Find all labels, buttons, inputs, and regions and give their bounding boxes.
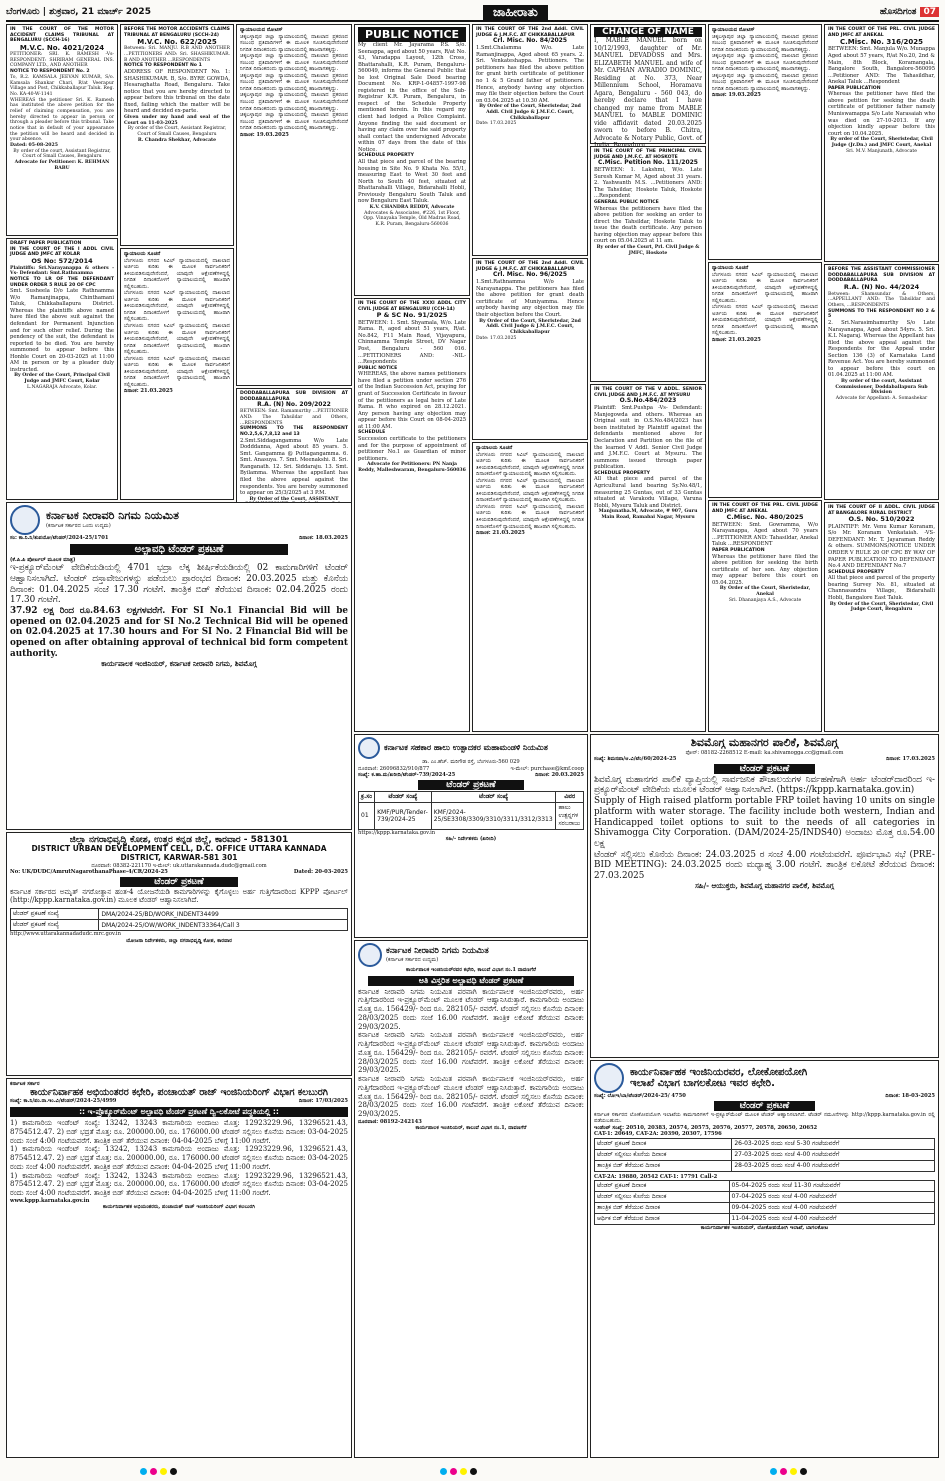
table-cell: DMA/2024-25/OW/WORK_INDENT33364/Call 3 bbox=[99, 920, 348, 931]
col-header: ವಿವರ bbox=[556, 791, 584, 802]
court-name: IN THE COURT OF THE PRINCIPAL CIVIL JUDGE AND J.M.F.C. AT HOSKOTE bbox=[594, 149, 702, 160]
tender-body: ಕರ್ನಾಟಕ ನೀರಾವರಿ ನಿಗಮ ನಿಯಮಿತ ಪರವಾಗಿ ಕಾರ್ಯಪಾಲಕ ಇಂಜಿನಿಯರ್‌ರವರು, ಅರ್ಹ ಗುತ್ತಿಗೆದಾರರಿಂದ ಇ-ಪ್ರಕ್ಯೂರ್‌ಮೆಂಟ್ ಮೂಲಕ ಟೆಂಡರ್ ಆಹ್ವಾನಿಸಿರುತ್ತಾರೆ. ಕಾಮಗಾರಿಯ ಅಂದಾಜು ಮೊತ್ತ ರೂ. 156429/- ರಿಂದ ರೂ. 282105/- ರವರೆಗೆ. ಟೆಂಡರ್ ಸಲ್ಲಿಸಲು ಕೊನೆಯ ದಿನಾಂಕ: 28/03/2025 ರಂದು ಸಂಜೆ 16.00 ಗಂಟೆವರೆಗೆ. ತಾಂತ್ರಿಕ ಲಕೋಟೆ ತೆರೆಯುವ ದಿನಾಂಕ: 29/03/2025. bbox=[358, 987, 584, 1031]
registration-mark-yellow bbox=[460, 1468, 467, 1475]
case-number: Crl. Misc. No. 96/2025 bbox=[492, 271, 568, 279]
court-name: IN THE COURT OF THE 2nd Addl. CIVIL JUDGE & J.M.F.C. AT CHIKKABALLAPUR bbox=[476, 27, 584, 38]
parties: PETITIONER: SRI. K. RAMESH -Vs- RESPONDENT: SHRIRAM GENERAL INS. COMPANY LTD., AND ANOTHER bbox=[10, 52, 114, 69]
govt-seal-icon bbox=[594, 1063, 624, 1093]
notice-date: Date: 17.03.2025 bbox=[476, 121, 517, 127]
notice-body: Smt. Susheela D/o Late Rathnamma W/o Ramanjinappa, Chinthamani Taluk, Chikkaballapura District. Whereas the plaintiffs above named have filed the above suit against the defendant for Permanent Injunction and for such other relief. During the pendency of the suit, the defendant is reported to be died. You are hereby summoned to appear before this Honble Court on 20-03-2025 at 11:00 AM in person or by a pleader duly instructed. bbox=[10, 288, 114, 373]
table-cell: ತಾಂತ್ರಿಕ ಬಿಡ್ ತೆರೆಯುವ ದಿನಾಂಕ bbox=[595, 1160, 732, 1171]
advocate: R. Chandra Shekhar, Advocate bbox=[137, 137, 217, 143]
notice-date: ದಿನಾಂಕ: 21.03.2025 bbox=[476, 530, 525, 537]
tender-ref: ಸಂಖ್ಯೆ: ಕಾ.ನಿ/ಪಂ.ರಾ.ಇಂ.ವಿ/ಟೆಂಡರ್/2024-25/4999 bbox=[10, 1098, 117, 1105]
notice-xxxi-addl bbox=[354, 298, 470, 732]
case-number: O.S.No.484/2023 bbox=[619, 397, 677, 405]
table-cell: 05-04-2025 ರಂದು ಸಂಜೆ 11-30 ಗಂಟೆಯವರೆಗೆ bbox=[729, 1181, 934, 1192]
org-phone: ದೂರವಾಣಿ: 26096832/910/877 bbox=[358, 765, 430, 772]
tender-title: :: ಇ-ಪ್ರೊಕ್ಯೂರ್‌ಮೆಂಟ್ ಅಲ್ಪಾವಧಿ ಟೆಂಡರ್ ಪ್ರಕಟಣೆ ದ್ವಿ-ಲಕೋಟೆ ಪದ್ಧತಿಯಲ್ಲಿ :: bbox=[10, 1107, 348, 1117]
schedule-body: All that piece and parcel of the Agricultural land bearing Sy.No.48/1, measuring 25 Guntas, out of 33 Guntas situated at Varakodu Village, Varuna Hobli, Mysuru Taluk and District. bbox=[594, 476, 702, 509]
notice-body: ಬೆಂಗಳೂರು ನಗರದ ಸಿವಿಲ್ ನ್ಯಾಯಾಲಯದಲ್ಲಿ ದಾಖಲಾದ ಅರ್ಜಿಯ ಕುರಿತು ಈ ಮೂಲಕ ಸಾರ್ವಜನಿಕರಿಗೆ ತಿಳಿಯಪಡಿಸುವುದೇನೆಂದರೆ, ಯಾವುದೇ ಆಕ್ಷೇಪಣೆಗಳಿದ್ದಲ್ಲಿ ನಿಗದಿತ ದಿನಾಂಕದೊಳಗೆ ನ್ಯಾಯಾಲಯದಲ್ಲಿ ಹಾಜರಾಗಿ ಸಲ್ಲಿಸಬಹುದು. bbox=[124, 257, 230, 290]
notice-draft-paper bbox=[6, 238, 118, 500]
tender-body: 1) ಕಾಮಗಾರಿಯ ಇಂಡೆಂಟ್ ಸಂಖ್ಯೆ: 13242, 13243 ಕಾಮಗಾರಿಯ ಅಂದಾಜು ಮೊತ್ತ: 12923229.96, 13296521.43, 8754512.47. 2) ಬಿಡ್ ಭದ್ರತೆ ಮೊತ್ತ: ರೂ. 200000.00, ರೂ. 176000.00 ಟೆಂಡರ್ ಸಲ್ಲಿಸಲು ಕೊನೆಯ ದಿನಾಂಕ: 03-04-2025 ರಂದು ಸಂಜೆ 4:00 ಗಂಟೆಯವರೆಗೆ. ತಾಂತ್ರಿಕ ಬಿಡ್ ತೆರೆಯುವ ದಿನಾಂಕ: 04-04-2025 ಬೆಳಿಗ್ಗೆ 11:00 ಗಂಟೆಗೆ. bbox=[10, 1119, 348, 1145]
parties: BETWEEN: 1. Lakshmi, W/o. Late Suresh Kumar M, Aged about 31 years. 2. Yashwanth M.S. ...Petitioners AND: The Tahsildar, Hoskote Taluk, Hoskote ...Respondent bbox=[594, 167, 702, 200]
tender-body-continued: ಕರ್ನಾಟಕ ನೀರಾವರಿ ನಿಗಮ ನಿಯಮಿತ ಪರವಾಗಿ ಕಾರ್ಯಪಾಲಕ ಇಂಜಿನಿಯರ್‌ರವರು, ಅರ್ಹ ಗುತ್ತಿಗೆದಾರರಿಂದ ಇ-ಪ್ರಕ್ಯೂರ್‌ಮೆಂಟ್ ಮೂಲಕ ಟೆಂಡರ್ ಆಹ್ವಾನಿಸಿರುತ್ತಾರೆ. ಕಾಮಗಾರಿಯ ಅಂದಾಜು ಮೊತ್ತ ರೂ. 156429/- ರಿಂದ ರೂ. 282105/- ರವರೆಗೆ. ಟೆಂಡರ್ ಸಲ್ಲಿಸಲು ಕೊನೆಯ ದಿನಾಂಕ: 28/03/2025 ರಂದು ಸಂಜೆ 16.00 ಗಂಟೆವರೆಗೆ. ತಾಂತ್ರಿಕ ಲಕೋಟೆ ತೆರೆಯುವ ದಿನಾಂಕ: 29/03/2025. bbox=[358, 1031, 584, 1075]
court-name: IN THE COURT OF THE XXXI ADDL CITY CIVIL JUDGE AT BENGALURU (CCH-14) bbox=[358, 301, 466, 312]
kmf-tender-table bbox=[358, 791, 584, 830]
case-number: O.S. No. 510/2022 bbox=[848, 515, 915, 524]
case-number: M.V.C. No. 622/2025 bbox=[137, 38, 217, 47]
table-cell: 28-03-2025 ರಂದು ಸಂಜೆ 4-00 ಗಂಟೆಯವರೆಗೆ bbox=[732, 1160, 935, 1171]
notice-body: WHEREAS, the above names petitioners have filed a petition under section 276 of the Indian Succession Act, praying for grant of Succession Certificate in favour of the petitioners as legal heirs of Late Rama. R who expired on 28.12.2021. Any person having any objection may appear before this Court on 08-04-2025 at 11:00 AM. bbox=[358, 371, 466, 430]
category-list: CAT-1: 20649, CAT-2A: 20390, 20307, 17596 bbox=[594, 1131, 722, 1138]
org-subtitle: (ಕರ್ನಾಟಕ ಸರ್ಕಾರದ ಉದ್ಯಮ) bbox=[386, 956, 439, 963]
notice-body: Plaintiff: Smt.Pushpa -Vs- Defendant: Manjegowda and others. Whereas an Original suit in O.S.No.484/2023 has been instituted by Plaintiff against the defendants mentioned above for Declaration and Partition on the file of the learned V Addl. Senior Civil Judge and J.M.F.C. Court at Mysuru. The summons issued through paper publication. bbox=[594, 405, 702, 471]
summons-heading: SUMMONS TO THE RESPONDENT NO.2,5,6,7,8,12 and 13 bbox=[240, 426, 348, 438]
registration-mark-magenta bbox=[780, 1468, 787, 1475]
org-name: ಕರ್ನಾಟಕ ನೀರಾವರಿ ನಿಗಮ ನಿಯಮಿತ bbox=[386, 945, 489, 956]
section-title: ಜಾಹೀರಾತು bbox=[483, 5, 548, 20]
registration-mark-black bbox=[170, 1468, 177, 1475]
notice-jmfc-96 bbox=[472, 258, 588, 440]
krnnl-logo-icon bbox=[10, 505, 40, 535]
notice-mact-622 bbox=[120, 24, 234, 246]
tender-date: ದಿನಾಂಕ: 17/03/2025 bbox=[298, 1098, 348, 1105]
tender-date: ದಿನಾಂಕ: 17.03.2025 bbox=[886, 756, 935, 763]
notice-date: Given under my hand and seal of the Court on 11-03-2025 bbox=[124, 115, 230, 126]
table-row bbox=[595, 1214, 935, 1225]
org-name: ಶಿವಮೊಗ್ಗ ಮಹಾನಗರ ಪಾಲಿಕೆ, ಶಿವಮೊಗ್ಗ bbox=[690, 736, 839, 749]
order-by: By order of the Court, Sheristedar, Civil Judge (Jr.Dn.) and JMFC Court, Anekal bbox=[830, 137, 933, 148]
org-name-line-2: ಇಲಾಖೆ ವಿಭಾಗ ಬಾಗಲಕೋಟ ಇವರ ಕಛೇರಿ. bbox=[630, 1078, 775, 1089]
tender-krnnl-davanagere bbox=[354, 940, 588, 1458]
notice-body-continued-2: ಬೆಂಗಳೂರು ನಗರದ ಸಿವಿಲ್ ನ್ಯಾಯಾಲಯದಲ್ಲಿ ದಾಖಲಾದ ಅರ್ಜಿಯ ಕುರಿತು ಈ ಮೂಲಕ ಸಾರ್ವಜನಿಕರಿಗೆ ತಿಳಿಯಪಡಿಸುವುದೇನೆಂದರೆ, ಯಾವುದೇ ಆಕ್ಷೇಪಣೆಗಳಿದ್ದಲ್ಲಿ ನಿಗದಿತ ದಿನಾಂಕದೊಳಗೆ ನ್ಯಾಯಾಲಯದಲ್ಲಿ ಹಾಜರಾಗಿ ಸಲ್ಲಿಸಬಹುದು. bbox=[124, 323, 230, 356]
court-name: IN THE COURT OF II ADDL. CIVIL JUDGE AT BANGALORE RURAL DISTRICT bbox=[828, 505, 935, 516]
notice-body-continued-2: ಚಿಕ್ಕಬಳ್ಳಾಪುರ ಜಿಲ್ಲಾ ನ್ಯಾಯಾಲಯದಲ್ಲಿ ದಾಖಲಾದ ಪ್ರಕರಣದ ಸಂಬಂಧ ಪ್ರತಿವಾದಿಗಳಿಗೆ ಈ ಮೂಲಕ ಸೂಚಿಸುವುದೇನೆಂದರೆ ನಿಗದಿತ ದಿನಾಂಕದಂದು ನ್ಯಾಯಾಲಯದಲ್ಲಿ ಹಾಜರಾಗತಕ್ಕದ್ದು. bbox=[240, 72, 348, 92]
schedule-heading: SCHEDULE PROPERTY bbox=[828, 569, 884, 575]
tender-english-body: 37.92 ಲಕ್ಷ ರಿಂದ ರೂ.84.63 ಲಕ್ಷಗಳವರೆಗೆ. For SI No.1 Financial Bid will be opened on 02.04.2025 and for SI No.2 Technical Bid will be opened on 02.04.2025 at 17.30 hours and For SI No. 2 Financial Bid will be opened on after obtaining approval of technical bid form competent authority. bbox=[10, 605, 348, 659]
order-by: By order of the court, Assistant Commissioner, Doddaballapura Sub Division bbox=[835, 378, 928, 396]
case-number: C.Misc. Petition No. 111/2025 bbox=[598, 159, 698, 167]
kppp-link[interactable]: www.kppp.karnataka.gov.in bbox=[10, 1197, 90, 1204]
parties: BETWEEN: Smt. Gowramma, W/o Narayanappa, Aged about 70 years ...PETITIONER AND: Tahasildar, Anekal Taluk ...RESPONDENT bbox=[712, 521, 818, 548]
notice-date: Date: 17.03.2025 bbox=[476, 335, 517, 341]
krnnl-logo-icon bbox=[358, 943, 382, 967]
case-number: Crl. Misc. No. 84/2025 bbox=[492, 37, 568, 45]
notice-heading: GENERAL PUBLIC NOTICE bbox=[594, 200, 659, 205]
parties: BETWEEN: 1. Smt. Shyamala, W/o. Late Rama. R, aged about 51 years, R/at. No.842, F11 Main Road, Vijayapura, Chinnamma Temple Street, DV Nagar Post, Bengaluru - 560 016. ...PETITIONERS AND: -NIL- ...Respondents bbox=[358, 319, 466, 366]
org-name: ಕಾರ್ಯನಿರ್ವಾಹಕ ಇಂಜಿನಿಯರವರ, ಲೋಕೋಪಯೋಗಿ bbox=[630, 1066, 808, 1078]
notice-body: My client Mr. Jayarama P.S. S/o. Seenappa, aged about 50 years, R/at No. 43, Varadappa Layout, 12th Cross, Bhattarahalli, K.R. Puram, Bengaluru-560049, informs the General Public that he lost Original Sale Deed bearing Document No. KRP-1-04857-1997-98 registered in the office of the Sub-Registrar K.R. Puram, Bengaluru, in respect of the Schedule Property mentioned herein. In this regard my client had lodged a Police Complaint. Anyone finding the said document or having any claim over the said property shall contact the undersigned Advocate within 07 days from the date of this Notice. bbox=[358, 42, 466, 153]
tender-body: ಕರ್ನಾಟಕ ಸರ್ಕಾರದ ಲೋಕೋಪಯೋಗಿ ಇಲಾಖೆಯ ಕಾಮಗಾರಿಗಳಿಗೆ ಇ-ಪ್ರಕ್ಯೂರ್‌ಮೆಂಟ್ ಮೂಲಕ ಟೆಂಡರ್ ಆಹ್ವಾನಿಸಲಾಗಿದೆ. ಟೆಂಡರ್ ನಮೂನೆಗಳನ್ನು http://kppp.karnataka.gov.in ರಲ್ಲಿ ಪಡೆಯಬಹುದು. bbox=[594, 1111, 935, 1125]
order-by: By Order of the Court, Sheristedar, 2nd Addl. Civil Judge & J.M.F.C. Court, Chikkaballapur bbox=[479, 318, 581, 335]
table-row bbox=[595, 1203, 935, 1214]
advocate: Sri. Dhananjaya A.S., Advocate bbox=[728, 597, 802, 603]
notice-public bbox=[354, 24, 470, 296]
tender-footer: ಕಾರ್ಯಪಾಲಕ ಇಂಜಿನಿಯರ್, ಕರ್ನಾಟಕ ನೀರಾವರಿ ನಿಗಮ, ಶಿವಮೊಗ್ಗ bbox=[101, 658, 257, 668]
tender-ref: ಸಂಖ್ಯೆ: ಶಿಮನಪಾ/ಆ.ವಿ/ಟೆಂ/60/2024-25 bbox=[594, 756, 677, 763]
case-number: C.Misc. No. 480/2025 bbox=[726, 513, 804, 522]
notice-heading: PAPER PUBLICATION bbox=[828, 85, 881, 91]
case-number: R.A. (N) No. 209/2022 bbox=[257, 401, 331, 409]
notice-body: ಬೆಂಗಳೂರು ನಗರದ ಸಿವಿಲ್ ನ್ಯಾಯಾಲಯದಲ್ಲಿ ದಾಖಲಾದ ಅರ್ಜಿಯ ಕುರಿತು ಈ ಮೂಲಕ ಸಾರ್ವಜನಿಕರಿಗೆ ತಿಳಿಯಪಡಿಸುವುದೇನೆಂದರೆ, ಯಾವುದೇ ಆಕ್ಷೇಪಣೆಗಳಿದ್ದಲ್ಲಿ ನಿಗದಿತ ದಿನಾಂಕದೊಳಗೆ ನ್ಯಾಯಾಲಯದಲ್ಲಿ ಹಾಜರಾಗಿ ಸಲ್ಲಿಸಬಹುದು. bbox=[712, 271, 818, 304]
uttara-kannada-table bbox=[10, 908, 348, 931]
notice-mysuru bbox=[590, 384, 706, 732]
tender-ref: ಸಂ: ಕಾ.ನಿ.ನಿ/ತುಪಯೋ/ಟೆಂಡರ್/2024-25/1701 bbox=[10, 535, 109, 541]
registration-mark-magenta bbox=[150, 1468, 157, 1475]
notice-kannada-court-col3 bbox=[236, 24, 352, 386]
notice-body: ಚಿಕ್ಕಬಳ್ಳಾಪುರ ಜಿಲ್ಲಾ ನ್ಯಾಯಾಲಯದಲ್ಲಿ ದಾಖಲಾದ ಪ್ರಕರಣದ ಸಂಬಂಧ ಪ್ರತಿವಾದಿಗಳಿಗೆ ಈ ಮೂಲಕ ಸೂಚಿಸುವುದೇನೆಂದರೆ ನಿಗದಿತ ದಿನಾಂಕದಂದು ನ್ಯಾಯಾಲಯದಲ್ಲಿ ಹಾಜರಾಗತಕ್ಕದ್ದು. bbox=[240, 33, 348, 53]
org-name-kannada: ಜಿಲ್ಲಾ ನಗರಾಭಿವೃದ್ಧಿ ಕೋಶ, ಉತ್ತರ ಕನ್ನಡ ಜಿಲ್ಲೆ, ಕಾರವಾರ - 581301 bbox=[69, 835, 289, 845]
court-name: DODDABALLAPURA SUB DIVISION AT DODDABALLAPURA bbox=[240, 391, 348, 402]
notice-kannada-court-1 bbox=[120, 248, 234, 500]
notice-hoskote bbox=[590, 146, 706, 382]
org-address: ಡಾ. ಎಂ.ಹೆಚ್. ಮರಿಗೌಡ ರಸ್ತೆ, ಬೆಂಗಳೂರು-560 029 bbox=[422, 759, 520, 765]
col-header: ಟೆಂಡರ್ ಸಂಖ್ಯೆ bbox=[375, 791, 432, 802]
notice-heading: ನ್ಯಾಯಾಲಯದ ನೋಟಿಸ್ bbox=[240, 27, 283, 33]
notice-kannada-court-col7b bbox=[708, 262, 822, 498]
notice-title: DRAFT PAPER PUBLICATION bbox=[10, 241, 82, 246]
notice-body-continued-2: ಚಿಕ್ಕಬಳ್ಳಾಪುರ ಜಿಲ್ಲಾ ನ್ಯಾಯಾಲಯದಲ್ಲಿ ದಾಖಲಾದ ಪ್ರಕರಣದ ಸಂಬಂಧ ಪ್ರತಿವಾದಿಗಳಿಗೆ ಈ ಮೂಲಕ ಸೂಚಿಸುವುದೇನೆಂದರೆ ನಿಗದಿತ ದಿನಾಂಕದಂದು ನ್ಯಾಯಾಲಯದಲ್ಲಿ ಹಾಜರಾಗತಕ್ಕದ್ದು. bbox=[712, 72, 818, 92]
schedule-body: All that piece and parcel of the property bearing Survey No. 81, situated at Channasandra Village, Bidarahalli Hobli, Bangalore East Taluk. bbox=[828, 575, 935, 601]
col-header: ಕ್ರ.ಸಂ bbox=[359, 791, 375, 802]
kppp-link[interactable]: https://kppp.karnataka.gov.in bbox=[358, 829, 436, 836]
notice-body-continued: ಬೆಂಗಳೂರು ನಗರದ ಸಿವಿಲ್ ನ್ಯಾಯಾಲಯದಲ್ಲಿ ದಾಖಲಾದ ಅರ್ಜಿಯ ಕುರಿತು ಈ ಮೂಲಕ ಸಾರ್ವಜನಿಕರಿಗೆ ತಿಳಿಯಪಡಿಸುವುದೇನೆಂದರೆ, ಯಾವುದೇ ಆಕ್ಷೇಪಣೆಗಳಿದ್ದಲ್ಲಿ ನಿಗದಿತ ದಿನಾಂಕದೊಳಗೆ ನ್ಯಾಯಾಲಯದಲ್ಲಿ ಹಾಜರಾಗಿ ಸಲ್ಲಿಸಬಹುದು. bbox=[712, 304, 818, 337]
parties: Plaintiffs: Sri.Narayanappa & others -Vs- Defendant: Smt.Rathnamma bbox=[10, 265, 114, 277]
court-name: IN THE COURT OF THE PRL. CIVIL JUDGE AND JMFC AT ANEKAL bbox=[712, 503, 818, 514]
tender-date: Dated: 20-03-2025 bbox=[293, 869, 348, 876]
notice-body: Whereas the petitioners have filed the above petition for seeking an order to direct the Tahsildar, Hoskote Taluk to issue the death certificate. Any person having objection may appear before this court on 05.04.2025 at 11 am. bbox=[594, 205, 702, 245]
tender-uttara-kannada bbox=[6, 832, 352, 1076]
tender-date: ದಿನಾಂಕ: 18-03-2025 bbox=[885, 1093, 935, 1099]
notice-asst-commissioner bbox=[824, 264, 939, 500]
case-number: R.A. (N) No. 44/2024 bbox=[843, 283, 920, 292]
tender-footer: ಕಾರ್ಯನಿರ್ವಾಹಕ ಅಭಿಯಂತರರು, ಪಂಚಾಯತ್ ರಾಜ್ ಇಂಜಿನಿಯರಿಂಗ್ ವಿಭಾಗ ಕಲಬುರಗಿ bbox=[102, 1204, 256, 1211]
advocate: Advocate for Petitioners: PN Nanja Reddy, Malleshwaram, Bengaluru-560036 bbox=[358, 462, 466, 473]
notice-heading: NOTICE TO RESPONDENT No 1 bbox=[124, 63, 202, 69]
notice-kannada-court-col5 bbox=[472, 442, 588, 732]
tender-shivamogga bbox=[590, 734, 939, 1058]
tender-pwd-bagalkot bbox=[590, 1060, 939, 1458]
tender-body: ಇ-ಪ್ರಕ್ಯೂರ್‌ಮೆಂಟ್ ವೇದಿಕೆಯಡಿಯಲ್ಲಿ 4701 ಭದ್ರಾ ಲೆಕ್ಕ ಶೀರ್ಷಿಕೆಯಡಿಯಲ್ಲಿ 02 ಕಾಮಗಾರಿಗಳಿಗೆ ಟೆಂಡರ್ ಆಹ್ವಾನಿಸಲಾಗಿದೆ. ಟೆಂಡರ್ ದಸ್ತಾವೇಜುಗಳನ್ನು ಪಡೆಯಲು ಪ್ರಾರಂಭದ ದಿನಾಂಕ: 20.03.2025 ಮತ್ತು ಕೊನೆಯ ದಿನಾಂಕ: 01.04.2025 ಸಂಜೆ 17.30 ಗಂಟೆಗೆ. ತಾಂತ್ರಿಕ ಬಿಡ್ ತೆರೆಯುವ ದಿನಾಂಕ: 02.04.2025 ರಂದು 17.30 ಗಂಟೆಗೆ. bbox=[10, 563, 348, 606]
org-email: ಇ-ಮೇಲ್: purchase@kmf.coop bbox=[510, 765, 584, 772]
table-cell: DMA/2024-25/BD/WORK_INDENT34499 bbox=[99, 909, 348, 920]
tender-footer: ಸಹಿ/- ಆಯುಕ್ತರು, ಶಿವಮೊಗ್ಗ ಮಹಾನಗರ ಪಾಲಿಕೆ, ಶಿವಮೊಗ್ಗ bbox=[695, 880, 834, 890]
order-by: By order of the Court, Prl. Civil Judge & JMFC, Hoskote bbox=[596, 244, 700, 256]
notice-body-continued-2: ಬೆಂಗಳೂರು ನಗರದ ಸಿವಿಲ್ ನ್ಯಾಯಾಲಯದಲ್ಲಿ ದಾಖಲಾದ ಅರ್ಜಿಯ ಕುರಿತು ಈ ಮೂಲಕ ಸಾರ್ವಜನಿಕರಿಗೆ ತಿಳಿಯಪಡಿಸುವುದೇನೆಂದರೆ, ಯಾವುದೇ ಆಕ್ಷೇಪಣೆಗಳಿದ್ದಲ್ಲಿ ನಿಗದಿತ ದಿನಾಂಕದೊಳಗೆ ನ್ಯಾಯಾಲಯದಲ್ಲಿ ಹಾಜರಾಗಿ ಸಲ್ಲಿಸಬಹುದು. bbox=[476, 503, 584, 530]
notice-body: Whereas the petitioner have filed the above petition for seeking the birth certificate of her son. Any objection may appear before this court on 05.04.2025. bbox=[712, 553, 818, 586]
notice-body-continued-3: ಬೆಂಗಳೂರು ನಗರದ ಸಿವಿಲ್ ನ್ಯಾಯಾಲಯದಲ್ಲಿ ದಾಖಲಾದ ಅರ್ಜಿಯ ಕುರಿತು ಈ ಮೂಲಕ ಸಾರ್ವಜನಿಕರಿಗೆ ತಿಳಿಯಪಡಿಸುವುದೇನೆಂದರೆ, ಯಾವುದೇ ಆಕ್ಷೇಪಣೆಗಳಿದ್ದಲ್ಲಿ ನಿಗದಿತ ದಿನಾಂಕದೊಳಗೆ ನ್ಯಾಯಾಲಯದಲ್ಲಿ ಹಾಜರಾಗಿ ಸಲ್ಲಿಸಬಹುದು. bbox=[124, 355, 230, 388]
registration-mark-black bbox=[470, 1468, 477, 1475]
registration-mark-magenta bbox=[450, 1468, 457, 1475]
notice-bangalore-rural bbox=[824, 502, 939, 732]
order-by: By Order of the Court, Principal Civil Judge and JMFC Court, Kolar bbox=[14, 373, 110, 385]
advocate: K.V. CHANDRA REDDY, Advocate bbox=[369, 204, 455, 210]
tender-body-continued-2: ಕರ್ನಾಟಕ ನೀರಾವರಿ ನಿಗಮ ನಿಯಮಿತ ಪರವಾಗಿ ಕಾರ್ಯಪಾಲಕ ಇಂಜಿನಿಯರ್‌ರವರು, ಅರ್ಹ ಗುತ್ತಿಗೆದಾರರಿಂದ ಇ-ಪ್ರಕ್ಯೂರ್‌ಮೆಂಟ್ ಮೂಲಕ ಟೆಂಡರ್ ಆಹ್ವಾನಿಸಿರುತ್ತಾರೆ. ಕಾಮಗಾರಿಯ ಅಂದಾಜು ಮೊತ್ತ ರೂ. 156429/- ರಿಂದ ರೂ. 282105/- ರವರೆಗೆ. ಟೆಂಡರ್ ಸಲ್ಲಿಸಲು ಕೊನೆಯ ದಿನಾಂಕ: 28/03/2025 ರಂದು ಸಂಜೆ 16.00 ಗಂಟೆವರೆಗೆ. ತಾಂತ್ರಿಕ ಲಕೋಟೆ ತೆರೆಯುವ ದಿನಾಂಕ: 29/03/2025. bbox=[358, 1075, 584, 1119]
tender-title: ಅಲ್ಪಾವಧಿ ಟೆಂಡರ್ ಪ್ರಕಟಣೆ bbox=[70, 544, 288, 555]
table-header-row bbox=[359, 791, 584, 802]
case-number: P & SC No. 91/2025 bbox=[376, 311, 448, 320]
org-name: DISTRICT URBAN DEVELOPMENT CELL, D.C. OFFICE UTTARA KANNADA DISTRICT, KARWAR-581 301 bbox=[31, 844, 327, 862]
tender-body: ಶಿವಮೊಗ್ಗ ಮಹಾನಗರ ಪಾಲಿಕೆ ವ್ಯಾಪ್ತಿಯಲ್ಲಿ ಸಾರ್ವಜನಿಕ ಶೌಚಾಲಯಗಳ ನಿರ್ವಹಣೆಗಾಗಿ ಅರ್ಹ ಟೆಂಡರ್‌ದಾರರಿಂದ ಇ-ಪ್ರಕ್ಯೂರ್‌ಮೆಂಟ್ ವೇದಿಕೆಯ ಮೂಲಕ ಟೆಂಡರ್ ಆಹ್ವಾನಿಸಲಾಗಿದೆ. (https://kppp.karnataka.gov.in) bbox=[594, 774, 935, 796]
notice-heading: ನ್ಯಾಯಾಲಯ ಸೂಚನೆ bbox=[712, 265, 749, 271]
notice-body: 2. Sri.Narasimhamurthy S/o Late Narayanappa, Aged about 54yrs. 5. Sri. K.L Nagaraj. Whereas the Appellant has filed the above appeal against the Respondents for the Appeal under Section 136 (3) of Karnataka Land Revenue Act. You are hereby summoned to appear before this court on 01.04.2025 at 11:00 AM. bbox=[828, 319, 935, 379]
registration-mark-cyan bbox=[140, 1468, 147, 1475]
notice-date: ದಿನಾಂಕ: 21.03.2025 bbox=[124, 388, 173, 395]
notice-mact-4021 bbox=[6, 24, 118, 236]
table-row bbox=[11, 920, 348, 931]
notice-date: ದಿನಾಂಕ: 19.03.2025 bbox=[240, 131, 289, 138]
org-subtitle: (ಕರ್ನಾಟಕ ಸರ್ಕಾರದ ಒಂದು ಉದ್ಯಮ) bbox=[46, 523, 111, 530]
notice-heading: ನ್ಯಾಯಾಲಯ ಸೂಚನೆ bbox=[476, 445, 513, 451]
order-by: By order of the Court, Assistant Registrar, Court of Small Causes, Bengaluru bbox=[127, 126, 227, 138]
change-of-name-title: CHANGE OF NAME bbox=[594, 27, 702, 37]
notice-body-continued: ಚಿಕ್ಕಬಳ್ಳಾಪುರ ಜಿಲ್ಲಾ ನ್ಯಾಯಾಲಯದಲ್ಲಿ ದಾಖಲಾದ ಪ್ರಕರಣದ ಸಂಬಂಧ ಪ್ರತಿವಾದಿಗಳಿಗೆ ಈ ಮೂಲಕ ಸೂಚಿಸುವುದೇನೆಂದರೆ ನಿಗದಿತ ದಿನಾಂಕದಂದು ನ್ಯಾಯಾಲಯದಲ್ಲಿ ಹಾಜರಾಗತಕ್ಕದ್ದು. bbox=[712, 53, 818, 73]
table-cell: ಟೆಂಡರ್ ಸಲ್ಲಿಸಲು ಕೊನೆಯ ದಿನಾಂಕ bbox=[595, 1149, 732, 1160]
org-name: ಕರ್ನಾಟಕ ಸಹಕಾರ ಹಾಲು ಉತ್ಪಾದಕರ ಮಹಾಮಂಡಳಿ ನಿಯಮಿತ bbox=[384, 743, 548, 753]
advocate: L.NAGARAJA Advocate, Kolar. bbox=[26, 384, 98, 390]
notice-body-continued: ಬೆಂಗಳೂರು ನಗರದ ಸಿವಿಲ್ ನ್ಯಾಯಾಲಯದಲ್ಲಿ ದಾಖಲಾದ ಅರ್ಜಿಯ ಕುರಿತು ಈ ಮೂಲಕ ಸಾರ್ವಜನಿಕರಿಗೆ ತಿಳಿಯಪಡಿಸುವುದೇನೆಂದರೆ, ಯಾವುದೇ ಆಕ್ಷೇಪಣೆಗಳಿದ್ದಲ್ಲಿ ನಿಗದಿತ ದಿನಾಂಕದೊಳಗೆ ನ್ಯಾಯಾಲಯದಲ್ಲಿ ಹಾಜರಾಗಿ ಸಲ್ಲಿಸಬಹುದು. bbox=[476, 477, 584, 504]
indent-numbers: ಇಂಡೆಂಟ್ ಸಂಖ್ಯೆ: 20510, 20383, 20574, 20575, 20576, 20577, 20578, 20650, 20652 bbox=[594, 1124, 818, 1131]
court-name: BEFORE THE MOTOR ACCIDENTS CLAIMS TRIBUNAL AT BENGALURU (SCCH-24) bbox=[124, 27, 230, 38]
table-cell: ಟೆಂಡರ್ ಪ್ರಕಟಣೆ ದಿನಾಂಕ bbox=[595, 1138, 732, 1149]
table-cell: ಆರ್ಥಿಕ ಬಿಡ್ ತೆರೆಯುವ ದಿನಾಂಕ bbox=[595, 1214, 730, 1225]
notice-heading: NOTICE TO RESPONDENT No. 2 bbox=[10, 69, 90, 75]
tender-footer: ಸಹಿ/- ನಿರ್ದೇಶಕರು (ಖರೀದಿ) bbox=[445, 836, 497, 843]
notice-anekal-480 bbox=[708, 500, 822, 732]
table-cell: ಹಾಲು ಉತ್ಪನ್ನಗಳ ಸರಬರಾಜು bbox=[556, 802, 584, 829]
addressee: To, R.2. KAMSALA JEEVAN KUMAR, S/o. Kamsala Shankar Chari, R/at Veerapur Village and Post, Chikkaballapur Taluk. Reg. No. KA-40-W-1141 bbox=[10, 74, 114, 97]
registration-mark-black bbox=[800, 1468, 807, 1475]
tender-dates: ಟೆಂಡರ್ ಸಲ್ಲಿಸಲು ಕೊನೆಯ ದಿನಾಂಕ: 24.03.2025 ರ ಸಂಜೆ 4.00 ಗಂಟೆಯವರೆಗೆ. ಪೂರ್ವಭಾವಿ ಸಭೆ (PRE-BID MEETING): 24.03.2025 ರಂದು ಮಧ್ಯಾಹ್ನ 3.00 ಗಂಟೆಗೆ. ತಾಂತ್ರಿಕ ಲಕೋಟೆ ತೆರೆಯುವ ದಿನಾಂಕ: 27.03.2025 bbox=[594, 849, 935, 882]
registration-mark-yellow bbox=[790, 1468, 797, 1475]
page-number: 07 bbox=[920, 7, 939, 17]
registration-mark-cyan bbox=[440, 1468, 447, 1475]
order-by: By Order of the Court, Sheristedar, Civil Judge Court, Bengaluru bbox=[829, 601, 934, 613]
table-cell: 11-04-2025 ರಂದು ಸಂಜೆ 4-00 ಗಂಟೆಯವರೆಗೆ bbox=[729, 1214, 934, 1225]
notice-date: ದಿನಾಂಕ: 21.03.2025 bbox=[712, 337, 761, 344]
order-by: By Order of the Court, Sheristedar, Anekal bbox=[719, 586, 811, 598]
notice-heading: PUBLIC NOTICE bbox=[358, 365, 398, 371]
tender-body: ಕರ್ನಾಟಕ ಸರ್ಕಾರದ ಅಮೃತ್ ನಗರೋತ್ಥಾನ ಹಂತ-4 ಯೋಜನೆಯಡಿ ಕಾಮಗಾರಿಗಳನ್ನು ಕೈಗೊಳ್ಳಲು ಅರ್ಹ ಗುತ್ತಿಗೆದಾರರಿಂದ KPPP ಪೋರ್ಟಲ್ (http://kppp.karnataka.gov.in) ಮೂಲಕ ಟೆಂಡರ್ ಆಹ್ವಾನಿಸಲಾಗಿದೆ. bbox=[10, 887, 348, 905]
court-name: IN THE COURT OF THE 2nd Addl. CIVIL JUDGE & J.M.F.C. AT CHIKKABALLAPUR bbox=[476, 261, 584, 272]
tender-footer: ಕಾರ್ಯನಿರ್ವಾಹಕ ಇಂಜಿನಿಯರ್, ಲೋಕೋಪಯೋಗಿ ಇಲಾಖೆ, ಬಾಗಲಕೋಟ bbox=[700, 1225, 829, 1232]
table-cell: 01 bbox=[359, 802, 375, 829]
masthead-date: ಬೆಂಗಳೂರು | ಶುಕ್ರವಾರ, 21 ಮಾರ್ಚ್ 2025 bbox=[6, 7, 151, 17]
summons-heading: SUMMONS TO THE RESPONDENT NO 2 & 5 bbox=[828, 308, 935, 320]
govt-header: ಕರ್ನಾಟಕ ಸರ್ಕಾರ bbox=[10, 1081, 40, 1087]
table-cell: ಟೆಂಡರ್ ಸಲ್ಲಿಸಲು ಕೊನೆಯ ದಿನಾಂಕ bbox=[595, 1192, 730, 1203]
notice-anekal-316 bbox=[824, 24, 939, 262]
notice-body-continued: ಚಿಕ್ಕಬಳ್ಳಾಪುರ ಜಿಲ್ಲಾ ನ್ಯಾಯಾಲಯದಲ್ಲಿ ದಾಖಲಾದ ಪ್ರಕರಣದ ಸಂಬಂಧ ಪ್ರತಿವಾದಿಗಳಿಗೆ ಈ ಮೂಲಕ ಸೂಚಿಸುವುದೇನೆಂದರೆ ನಿಗದಿತ ದಿನಾಂಕದಂದು ನ್ಯಾಯಾಲಯದಲ್ಲಿ ಹಾಜರಾಗತಕ್ಕದ್ದು. bbox=[240, 53, 348, 73]
schedule-heading: SCHEDULE PROPERTY bbox=[358, 153, 414, 159]
tender-kmf bbox=[354, 734, 588, 938]
notice-heading: NOTICE TO LR OF THE DEFENDANT UNDER ORDER 5 RULE 20 OF CPC bbox=[10, 276, 114, 288]
case-number: M.V.C. No. 4021/2024 bbox=[19, 44, 105, 53]
table-cell: ಟೆಂಡರ್ ಪ್ರಕಟಣೆ ಸಂಖ್ಯೆ bbox=[11, 920, 99, 931]
table-cell: 09-04-2025 ರಂದು ಸಂಜೆ 4-00 ಗಂಟೆಯವರೆಗೆ bbox=[729, 1203, 934, 1214]
table-cell: 26-03-2025 ರಂದು ಸಂಜೆ 5-30 ಗಂಟೆಯವರೆಗೆ bbox=[732, 1138, 935, 1149]
tender-title: ಟೆಂಡರ್ ಪ್ರಕಟಣೆ bbox=[418, 780, 524, 790]
order-by: By Order of the Court, ASSISTANT bbox=[249, 496, 339, 502]
table-cell: 07-04-2025 ರಂದು ಸಂಜೆ 4-00 ಗಂಟೆಯವರೆಗೆ bbox=[729, 1192, 934, 1203]
notice-body: ಬೆಂಗಳೂರು ನಗರದ ಸಿವಿಲ್ ನ್ಯಾಯಾಲಯದಲ್ಲಿ ದಾಖಲಾದ ಅರ್ಜಿಯ ಕುರಿತು ಈ ಮೂಲಕ ಸಾರ್ವಜನಿಕರಿಗೆ ತಿಳಿಯಪಡಿಸುವುದೇನೆಂದರೆ, ಯಾವುದೇ ಆಕ್ಷೇಪಣೆಗಳಿದ್ದಲ್ಲಿ ನಿಗದಿತ ದಿನಾಂಕದೊಳಗೆ ನ್ಯಾಯಾಲಯದಲ್ಲಿ ಹಾಜರಾಗಿ ಸಲ್ಲಿಸಬಹುದು. bbox=[476, 451, 584, 478]
court-name: IN THE COURT OF THE I ADDL CIVIL JUDGE AND JMFC AT KOLAR bbox=[10, 246, 114, 258]
notice-body: PLAINTIFF: Mr. Venu Kumar Koranam, S/o Mr. Koranam Venkataiah. -VS- DEFENDANT: Mr. T. Jayaraman Reddy & others. SUMMONS/NOTICE UNDER ORDER V RULE 20 OF CPC BY WAY OF PAPER PUBLICATION TO DEFENDANT No.4 AND DEFENDANT No.7 bbox=[828, 523, 935, 570]
public-notice-title: PUBLIC NOTICE bbox=[358, 27, 466, 42]
tender-title: ಟೆಂಡರ್ ಪ್ರಕಟಣೆ bbox=[714, 764, 815, 774]
website-link[interactable]: http://www.uttarakannadadudc.mrc.gov.in bbox=[10, 931, 121, 938]
schedule-body: All that piece and parcel of the bearing housing in Site No. 9 Khata No. 55/1, measuring East to West 30 feet and North to South 40 feet, situated at Bhattarahalli Village, Bidarahalli Hobli, Previously Bengaluru South Taluk and now Bengaluru East Taluk. bbox=[358, 158, 466, 205]
parties: Between: Sri. MANJU. R.B AND ANOTHER ...PETITIONERS AND: Sri. SHASHIKUMAR. B AND ANOTHER ...RESPONDENTS bbox=[124, 46, 230, 63]
notice-date: Dated: 05-08-2025 bbox=[10, 143, 58, 149]
table-cell: 27-03-2025 ರಂದು ಸಂಜೆ 4-00 ಗಂಟೆಯವರೆಗೆ bbox=[732, 1149, 935, 1160]
schedule-heading: SCHEDULE bbox=[358, 430, 386, 436]
notice-body: 1.Smt.Rathnamma W/o Late Narayanappa. The petitioners has filed the above petition for grant death certificate of Muniyamma. Hence anybody having any objection may file their objection before the Court. bbox=[476, 279, 584, 318]
tender-date: ದಿನಾಂಕ: 18.03.2025 bbox=[299, 535, 348, 541]
org-contact: ದೂರವಾಣಿ: 08382-221170 ಇ-ಮೇಲ್: uk.uttarakannada.dudc@gmail.com bbox=[91, 862, 267, 869]
table-cell: ಟೆಂಡರ್ ಪ್ರಕಟಣೆ ಸಂಖ್ಯೆ bbox=[11, 909, 99, 920]
notice-heading: PAPER PUBLICATION bbox=[712, 548, 765, 554]
parties: BETWEEN: Smt. Ramamurthy ...PETITIONER AND: The Tahsildar and Others, ...RESPONDENTS bbox=[240, 409, 348, 426]
table-row bbox=[359, 802, 584, 829]
advocate: Advocate for Petitioner: K. REHMAN BABU bbox=[14, 160, 110, 171]
tender-krnnl-shivamogga bbox=[6, 502, 352, 830]
table-cell: KMF/PUR/Tender-739/2024-25 bbox=[375, 802, 432, 829]
tender-ref: No: UK/DUDC/AmrutNagarothanaPhase-4/CR/2024-25 bbox=[10, 869, 168, 876]
paper-name bbox=[880, 7, 939, 17]
notice-body-continued-3: ಚಿಕ್ಕಬಳ್ಳಾಪುರ ಜಿಲ್ಲಾ ನ್ಯಾಯಾಲಯದಲ್ಲಿ ದಾಖಲಾದ ಪ್ರಕರಣದ ಸಂಬಂಧ ಪ್ರತಿವಾದಿಗಳಿಗೆ ಈ ಮೂಲಕ ಸೂಚಿಸುವುದೇನೆಂದರೆ ನಿಗದಿತ ದಿನಾಂಕದಂದು ನ್ಯಾಯಾಲಯದಲ್ಲಿ ಹಾಜರಾಗತಕ್ಕದ್ದು. bbox=[240, 92, 348, 112]
category-list-2: CAT-2A: 19880, 20542 CAT-1: 17791 Call-2 bbox=[594, 1173, 718, 1180]
advocate-office: Advocates & Associates, #226, 1st Floor, Opp. Vinayaka Temple, Old Madras Road, K.R. Puram, Bengaluru-560036 bbox=[363, 210, 461, 227]
table-row bbox=[595, 1192, 935, 1203]
tender-footer: ಯೋಜನಾ ನಿರ್ದೇಶಕರು, ಜಿಲ್ಲಾ ನಗರಾಭಿವೃದ್ಧಿ ಕೋಶ, ಕಾರವಾರ bbox=[125, 937, 233, 944]
notice-body-continued: ಬೆಂಗಳೂರು ನಗರದ ಸಿವಿಲ್ ನ್ಯಾಯಾಲಯದಲ್ಲಿ ದಾಖಲಾದ ಅರ್ಜಿಯ ಕುರಿತು ಈ ಮೂಲಕ ಸಾರ್ವಜನಿಕರಿಗೆ ತಿಳಿಯಪಡಿಸುವುದೇನೆಂದರೆ, ಯಾವುದೇ ಆಕ್ಷೇಪಣೆಗಳಿದ್ದಲ್ಲಿ ನಿಗದಿತ ದಿನಾಂಕದೊಳಗೆ ನ್ಯಾಯಾಲಯದಲ್ಲಿ ಹಾಜರಾಗಿ ಸಲ್ಲಿಸಬಹುದು. bbox=[124, 290, 230, 323]
advocate: Manjunatha.M, Advocate, # 907, Guru Main Road, Ramabai Nagar, Mysuru bbox=[598, 509, 698, 520]
paper-logo-text: ಹೊಸದಿಗಂತ bbox=[879, 7, 917, 17]
schedule-heading: SCHEDULE PROPERTY bbox=[594, 470, 650, 476]
kmf-logo-icon bbox=[358, 737, 380, 759]
notice-body: ಚಿಕ್ಕಬಳ್ಳಾಪುರ ಜಿಲ್ಲಾ ನ್ಯಾಯಾಲಯದಲ್ಲಿ ದಾಖಲಾದ ಪ್ರಕರಣದ ಸಂಬಂಧ ಪ್ರತಿವಾದಿಗಳಿಗೆ ಈ ಮೂಲಕ ಸೂಚಿಸುವುದೇನೆಂದರೆ ನಿಗದಿತ ದಿನಾಂಕದಂದು ನ್ಯಾಯಾಲಯದಲ್ಲಿ ಹಾಜರಾಗತಕ್ಕದ್ದು. bbox=[712, 33, 818, 53]
masthead bbox=[6, 4, 939, 22]
table-row bbox=[595, 1149, 935, 1160]
tender-ref: ಸಂಖ್ಯೆ: ಕ.ಹಾ.ಮ/ಖರೀದಿ/ಟೆಂಡರ್-739/2024-25 bbox=[358, 772, 456, 779]
advocate: Advocate for Appellant: A. Somashekar bbox=[835, 395, 928, 401]
case-number: OS No: 572/2014 bbox=[31, 257, 93, 266]
table-cell: ತಾಂತ್ರಿಕ ಬಿಡ್ ತೆರೆಯುವ ದಿನಾಂಕ bbox=[595, 1203, 730, 1214]
tender-body-continued: 1) ಕಾಮಗಾರಿಯ ಇಂಡೆಂಟ್ ಸಂಖ್ಯೆ: 13242, 13243 ಕಾಮಗಾರಿಯ ಅಂದಾಜು ಮೊತ್ತ: 12923229.96, 13296521.43, 8754512.47. 2) ಬಿಡ್ ಭದ್ರತೆ ಮೊತ್ತ: ರೂ. 200000.00, ರೂ. 176000.00 ಟೆಂಡರ್ ಸಲ್ಲಿಸಲು ಕೊನೆಯ ದಿನಾಂಕ: 03-04-2025 ರಂದು ಸಂಜೆ 4:00 ಗಂಟೆಯವರೆಗೆ. ತಾಂತ್ರಿಕ ಬಿಡ್ ತೆರೆಯುವ ದಿನಾಂಕ: 04-04-2025 ಬೆಳಿಗ್ಗೆ 11:00 ಗಂಟೆಗೆ. bbox=[10, 1145, 348, 1171]
notice-body: 2.Smt.Siddagangamma W/o Late Dodddanna, Aged about 85 years. 5. Smt. Gangamma @ Puttagangamma. 6. Smt. Anasuya. 7. Smt. Meenakshi. 8. Sri. Ranganath. 12. Sri. Siddaraju. 13. Smt. Byilamma. Whereas the appellant has filed the above appeal against the respondents. You are hereby summoned to appear on 25/3/2025 at 3 P.M. bbox=[240, 437, 348, 497]
notice-heading: ನ್ಯಾಯಾಲಯದ ನೋಟಿಸ್ bbox=[712, 27, 755, 33]
notice-body: 1.Smt.Chalamma W/o. Late Ramanjinappa, Aged about 65 years. 2. Sri. Venkateshappa. Petitioners. The petitioners has filed the above petition for grant birth certificate of petitioner no 1 & 5 Grand father of petitioners. Hence, anybody having any objection may file their objection before the Court on 03.04.2025 at 10.30 AM. bbox=[476, 45, 584, 104]
tender-title: ಟೆಂಡರ್ ಪ್ರಕಟಣೆ bbox=[714, 1101, 815, 1111]
court-name: IN THE COURT OF THE V ADDL. SENIOR CIVIL JUDGE AND J.M.F.C. AT MYSURU bbox=[594, 387, 702, 398]
tender-date: ದಿನಾಂಕ: 20.03.2025 bbox=[535, 772, 584, 779]
org-contact: ಫೋನ್: 08182-2268512 E-mail: ka.shivamogga.cc@gmail.com bbox=[685, 749, 844, 756]
notice-body: ADDRESS OF RESPONDENT No. 1: SHASHIKUMAR. B, S/o. BYRE GOWDA, Hesaraghatta Road, Bengaluru. Take notice that you are hereby directed to appear before this tribunal on the date fixed, failing which the matter will be heard and decided ex-parte. bbox=[124, 69, 230, 115]
registration-mark-cyan bbox=[770, 1468, 777, 1475]
tender-title: ಟೆಂಡರ್ ಪ್ರಕಟಣೆ bbox=[120, 877, 238, 887]
notice-jmfc-84 bbox=[472, 24, 588, 256]
registration-mark-yellow bbox=[160, 1468, 167, 1475]
tender-ref: ಸಂಖ್ಯೆ: ಲೋಇ/ಬಾ/ಟೆಂಡರ್/2024-25/ 4750 bbox=[594, 1093, 686, 1099]
table-row bbox=[595, 1181, 935, 1192]
tender-english-body: Supply of High raised platform portable FRP toilet having 10 units on single platform with water storage. The facility include both western, Indian and Handicapped toilet options to suit to the needs of all categories in Shivamogga City Corporation. (DAM/2024-25/INDS40) ಅಂದಾಜು ಮೊತ್ತ ರೂ.54.00 ಲಕ್ಷ bbox=[594, 796, 935, 850]
notice-body-continued-4: ಚಿಕ್ಕಬಳ್ಳಾಪುರ ಜಿಲ್ಲಾ ನ್ಯಾಯಾಲಯದಲ್ಲಿ ದಾಖಲಾದ ಪ್ರಕರಣದ ಸಂಬಂಧ ಪ್ರತಿವಾದಿಗಳಿಗೆ ಈ ಮೂಲಕ ಸೂಚಿಸುವುದೇನೆಂದರೆ ನಿಗದಿತ ದಿನಾಂಕದಂದು ನ್ಯಾಯಾಲಯದಲ್ಲಿ ಹಾಜರಾಗತಕ್ಕದ್ದು. bbox=[240, 112, 348, 132]
schedule-body: Succession certificate to the petitioners and for the purpose of appointment of petitioner No.1 as Guardian of minor petitioners. bbox=[358, 435, 466, 462]
advocate: Sri. M.V. Manjunath, Advocate bbox=[845, 148, 918, 154]
parties: BETWEEN: Smt. Manjula W/o. Munappa Aged about 57 years, R/at No.20, 2nd & Main, 8th Block, Koramangala, Bangalore South, Bangalore-560095 ...Petitioner AND: The Tahasildhar, Anekal Taluk ...Respondent bbox=[828, 46, 935, 86]
org-name: ಕಾರ್ಯನಿರ್ವಾಹಕ ಅಭಿಯಂತರರ ಕಛೇರಿ, ಪಂಚಾಯತ್ ರಾಜ್ ಇಂಜಿನಿಯರಿಂಗ್ ವಿಭಾಗ ಕಲಬುರಗಿ bbox=[30, 1086, 328, 1098]
notice-body: I, MABLE MANUEL born on 10/12/1993, daughter of Mr. MANUEL DEVADOSS and Mrs. ELIZABETH MANUEL and wife of Mr. CAPHAN AVRADIO DOMINIC, Residing at No. 373, Near Millennium School, Horamavu Agara, Bengaluru - 560 043, do hereby declare that I have changed my name from MABLE MANUEL to MABLE DOMINIC vide affidavit dated 20.03.2025 sworn to before B. Chitra, Advocate & Notary Public, Govt. of bbox=[594, 37, 702, 142]
notice-kannada-court-col7 bbox=[708, 24, 822, 260]
tender-body-continued-2: 1) ಕಾಮಗಾರಿಯ ಇಂಡೆಂಟ್ ಸಂಖ್ಯೆ: 13242, 13243 ಕಾಮಗಾರಿಯ ಅಂದಾಜು ಮೊತ್ತ: 12923229.96, 13296521.43, 8754512.47. 2) ಬಿಡ್ ಭದ್ರತೆ ಮೊತ್ತ: ರೂ. 200000.00, ರೂ. 176000.00 ಟೆಂಡರ್ ಸಲ್ಲಿಸಲು ಕೊನೆಯ ದಿನಾಂಕ: 03-04-2025 ರಂದು ಸಂಜೆ 4:00 ಗಂಟೆಯವರೆಗೆ. ತಾಂತ್ರಿಕ ಬಿಡ್ ತೆರೆಯುವ ದಿನಾಂಕ: 04-04-2025 ಬೆಳಿಗ್ಗೆ 11:00 ಗಂಟೆಗೆ. bbox=[10, 1171, 348, 1198]
court-name: IN THE COURT OF THE PRL. CIVIL JUDGE AND JMFC AT ANEKAL bbox=[828, 27, 935, 38]
org-contact: ದೂರವಾಣಿ: 08192-242143 bbox=[358, 1118, 422, 1125]
tender-kalaburagi bbox=[6, 1078, 352, 1458]
notice-body: Whereas the petitioner have filed the above petition for seeking the death certificate of petitioner father namely Muniswamappa S/o Late Narasaiah who was died on 27-10-2013. If any objection kindly appear before this court on 10.04.2025. bbox=[828, 91, 935, 137]
tender-subtitle: (ಕೆ.ಪಿ.ಪಿ ಪೋರ್ಟಲ್ ಮೂಲಕ ಮಾತ್ರ) bbox=[10, 556, 76, 563]
tender-title: ಅತಿ ವಿಸ್ತರಿತ ಅಲ್ಪಾವಧಿ ಟೆಂಡರ್ ಪ್ರಕಟಣೆ bbox=[368, 976, 574, 986]
case-number: C.Misc. No. 316/2025 bbox=[840, 38, 923, 47]
pwd-schedule-table bbox=[594, 1138, 935, 1172]
notice-date: ದಿನಾಂಕ: 19.03.2025 bbox=[712, 92, 761, 99]
pwd-schedule-table-2 bbox=[594, 1180, 935, 1225]
table-cell: ಟೆಂಡರ್ ಪ್ರಕಟಣೆ ದಿನಾಂಕ bbox=[595, 1181, 730, 1192]
court-name: IN THE COURT OF THE MOTOR ACCIDENT CLAIMS TRIBUNAL AT BENGALURU (SCCH-16) bbox=[10, 27, 114, 44]
court-name: BEFORE THE ASSISTANT COMMISSIONER DODDABALLAPURA SUB DIVISION AT DODDABALLAPURA bbox=[828, 267, 935, 284]
table-row bbox=[595, 1160, 935, 1171]
notice-body: WHEREAS the petitioner Sri. K. Ramesh has instituted the above petition for the relief of claiming compensation, you are hereby directed to appear in person or through a pleader before this tribunal. Take notice that in default of your appearance the petition will be heard and decided in your absence. bbox=[10, 97, 114, 143]
table-cell: KMF/2024-25/SE3308/3309/3310/3311/3312/3313 bbox=[431, 802, 556, 829]
tender-footer: ಕಾರ್ಯಪಾಲಕ ಇಂಜಿನಿಯರ್, ಕಾಲುವೆ ವಿಭಾಗ ನಂ.1, ದಾವಣಗೆರೆ bbox=[415, 1125, 527, 1132]
col-header: ಟೆಂಡರ್ ಸಂಖ್ಯೆ bbox=[431, 791, 556, 802]
notice-heading: ನ್ಯಾಯಾಲಯ ಸೂಚನೆ bbox=[124, 251, 161, 257]
table-row bbox=[595, 1138, 935, 1149]
notice-change-of-name bbox=[590, 24, 706, 144]
table-row bbox=[11, 909, 348, 920]
org-name: ಕರ್ನಾಟಕ ನೀರಾವರಿ ನಿಗಮ ನಿಯಮಿತ bbox=[46, 509, 179, 523]
org-office: ಕಾರ್ಯಪಾಲಕ ಇಂಜಿನಿಯರ್‌ರವರ ಕಛೇರಿ, ಕಾಲುವೆ ವಿಭಾಗ ನಂ.1 ದಾವಣಗೆರೆ bbox=[406, 967, 536, 973]
order-by: By order of the court, Assistant Registrar, Court of Small Causes, Bengaluru bbox=[13, 148, 111, 160]
parties: Between: Shamsundar & Others, ...APPELLANT AND: The Tahsildar and Others, ...RESPONDENTS bbox=[828, 291, 935, 308]
order-by: By Order of the Court, Sheristedar, 2nd Addl. Civil Judge & J.M.F.C. Court, Chikkaballapur bbox=[479, 104, 581, 121]
